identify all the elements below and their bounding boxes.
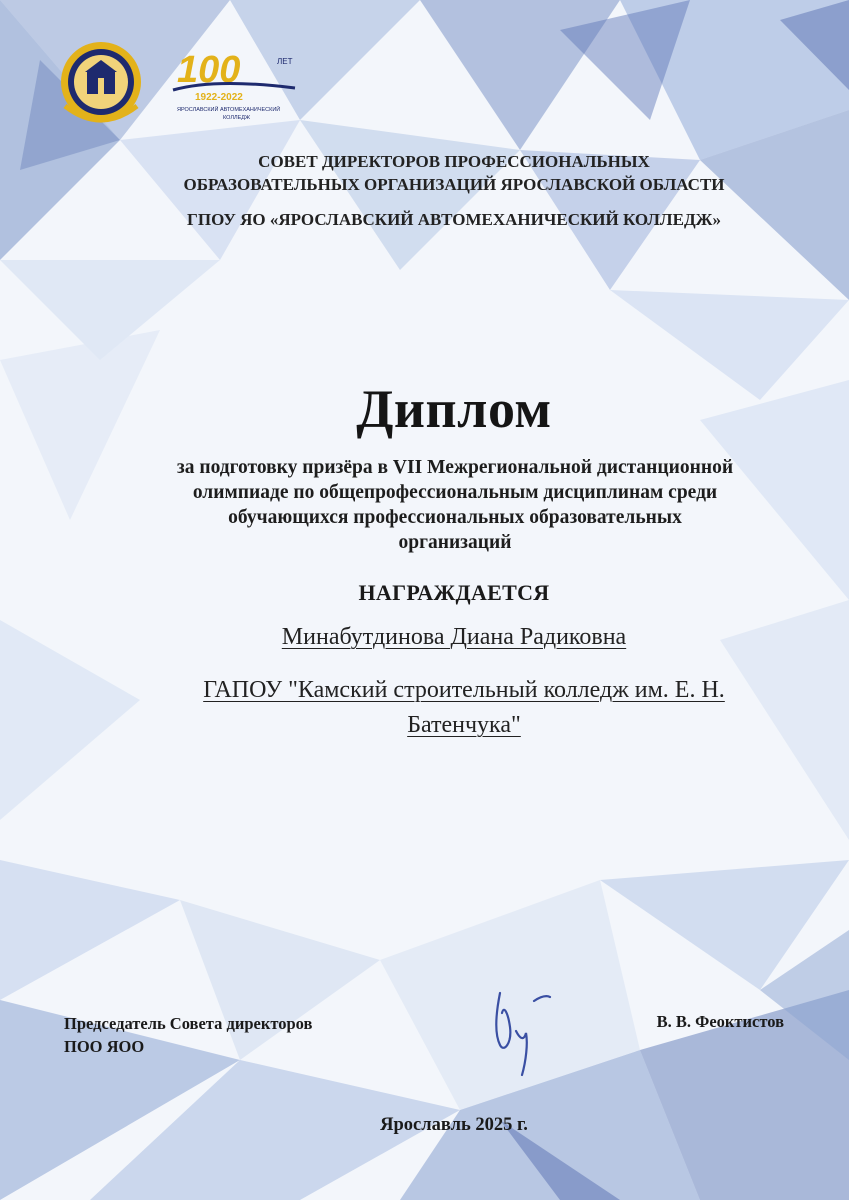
council-line-1: СОВЕТ ДИРЕКТОРОВ ПРОФЕССИОНАЛЬНЫХ bbox=[258, 152, 650, 171]
recipient-name: Минабутдинова Диана Радиковна bbox=[281, 624, 627, 650]
college-heading: ГПОУ ЯО «ЯРОСЛАВСКИЙ АВТОМЕХАНИЧЕСКИЙ КОЛЛЕДЖ» bbox=[187, 210, 721, 229]
award-reason bbox=[120, 455, 790, 555]
chair-line-1: Председатель Совета директоров bbox=[64, 1014, 313, 1033]
awarded-label: НАГРАЖДАЕТСЯ bbox=[358, 580, 550, 605]
city-year: Ярославль 2025 г. bbox=[380, 1115, 528, 1135]
signature-icon bbox=[486, 983, 566, 1083]
diploma-title: Диплом bbox=[356, 379, 552, 439]
council-heading bbox=[44, 150, 849, 196]
reason-line-3: обучающихся профессиональных образовательных bbox=[228, 507, 682, 528]
reason-line-2: олимпиаде по общепрофессиональным дисциплинам среди bbox=[192, 482, 718, 503]
chair-line-2: ПОО ЯОО bbox=[64, 1037, 145, 1056]
organization-line-2: Батенчука" bbox=[407, 712, 521, 738]
logos-block bbox=[55, 42, 315, 132]
council-line-2: ОБРАЗОВАТЕЛЬНЫХ ОРГАНИЗАЦИЙ ЯРОСЛАВСКОЙ ОБЛАСТИ bbox=[183, 175, 725, 194]
reason-line-1: за подготовку призёра в VII Межрегиональной дистанционной bbox=[176, 457, 734, 478]
recipient-organization bbox=[120, 673, 808, 743]
reason-line-4: организаций bbox=[398, 532, 512, 553]
jubilee-years: 1922-2022 bbox=[195, 92, 243, 103]
jubilee-caption-line1: ЯРОСЛАВСКИЙ АВТОМЕХАНИЧЕСКИЙ bbox=[177, 107, 281, 113]
recipient-name-row bbox=[44, 624, 849, 651]
organization-line-1: ГАПОУ "Камский строительный колледж им. Е. Н. bbox=[203, 677, 725, 703]
jubilee-unit: ЛЕТ bbox=[277, 57, 293, 66]
jubilee-caption-line2: КОЛЛЕДЖ bbox=[223, 115, 251, 121]
jubilee-logo bbox=[173, 49, 295, 121]
signer-name: В. В. Феоктистов bbox=[656, 1012, 784, 1031]
college-crest-icon bbox=[61, 42, 141, 122]
jubilee-number: 100 bbox=[177, 49, 241, 91]
chair-title bbox=[64, 1012, 394, 1058]
